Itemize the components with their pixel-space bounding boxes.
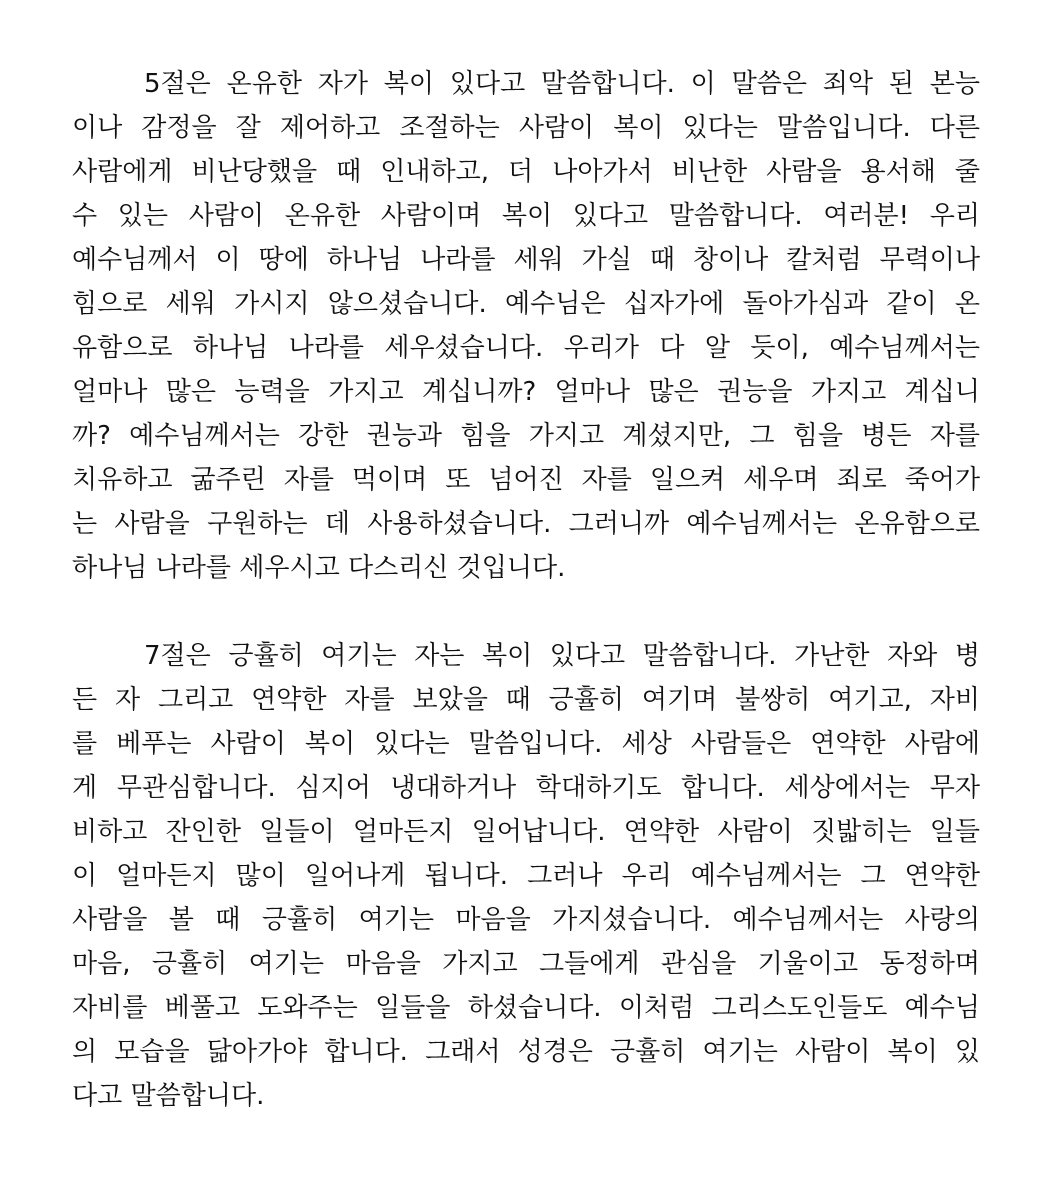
paragraph-line: 힘으로 세워 가시지 않으셨습니다. 예수님은 십자가에 돌아가심과 같이 온 bbox=[72, 289, 980, 319]
paragraph-line: 마음, 긍휼히 여기는 마음을 가지고 그들에게 관심을 기울이고 동정하며 bbox=[72, 949, 980, 979]
paragraph-line: 든 자 그리고 연약한 자를 보았을 때 긍휼히 여기며 불쌍히 여기고, 자비 bbox=[72, 685, 980, 715]
paragraph-line: 사람에게 비난당했을 때 인내하고, 더 나아가서 비난한 사람을 용서해 줄 bbox=[72, 157, 980, 187]
paragraph-line: 자비를 베풀고 도와주는 일들을 하셨습니다. 이처럼 그리스도인들도 예수님 bbox=[72, 993, 980, 1023]
paragraph-line: 7절은 긍휼히 여기는 자는 복이 있다고 말씀합니다. 가난한 자와 병 bbox=[144, 641, 980, 671]
paragraph-line: 치유하고 굶주린 자를 먹이며 또 넘어진 자를 일으켜 세우며 죄로 죽어가 bbox=[72, 465, 980, 495]
paragraph-line: 게 무관심합니다. 심지어 냉대하거나 학대하기도 합니다. 세상에서는 무자 bbox=[72, 773, 980, 803]
paragraph-line: 하나님 나라를 세우시고 다스리신 것입니다. bbox=[72, 553, 566, 583]
paragraph-verse-5 bbox=[72, 62, 980, 590]
paragraph-line: 이나 감정을 잘 제어하고 조절하는 사람이 복이 있다는 말씀입니다. 다른 bbox=[72, 113, 980, 143]
paragraph-line: 다고 말씀합니다. bbox=[72, 1081, 265, 1111]
paragraph-line: 비하고 잔인한 일들이 얼마든지 일어납니다. 연약한 사람이 짓밟히는 일들 bbox=[72, 817, 980, 847]
paragraph-line: 얼마나 많은 능력을 가지고 계십니까? 얼마나 많은 권능을 가지고 계십니 bbox=[72, 377, 980, 407]
paragraph-line: 까? 예수님께서는 강한 권능과 힘을 가지고 계셨지만, 그 힘을 병든 자를 bbox=[72, 421, 980, 451]
paragraph-line: 5절은 온유한 자가 복이 있다고 말씀합니다. 이 말씀은 죄악 된 본능 bbox=[144, 69, 980, 99]
paragraph-line: 의 모습을 닮아가야 합니다. 그래서 성경은 긍휼히 여기는 사람이 복이 있 bbox=[72, 1037, 980, 1067]
paragraph-verse-7 bbox=[72, 634, 980, 1118]
paragraph-line: 를 베푸는 사람이 복이 있다는 말씀입니다. 세상 사람들은 연약한 사람에 bbox=[72, 729, 980, 759]
paragraph-line: 예수님께서 이 땅에 하나님 나라를 세워 가실 때 창이나 칼처럼 무력이나 bbox=[72, 245, 980, 275]
paragraph-line: 수 있는 사람이 온유한 사람이며 복이 있다고 말씀합니다. 여러분! 우리 bbox=[72, 201, 980, 231]
paragraph-line: 사람을 볼 때 긍휼히 여기는 마음을 가지셨습니다. 예수님께서는 사랑의 bbox=[72, 905, 980, 935]
paragraph-line: 이 얼마든지 많이 일어나게 됩니다. 그러나 우리 예수님께서는 그 연약한 bbox=[72, 861, 980, 891]
paragraph-line: 유함으로 하나님 나라를 세우셨습니다. 우리가 다 알 듯이, 예수님께서는 bbox=[72, 333, 980, 363]
paragraph-line: 는 사람을 구원하는 데 사용하셨습니다. 그러니까 예수님께서는 온유함으로 bbox=[72, 509, 980, 539]
